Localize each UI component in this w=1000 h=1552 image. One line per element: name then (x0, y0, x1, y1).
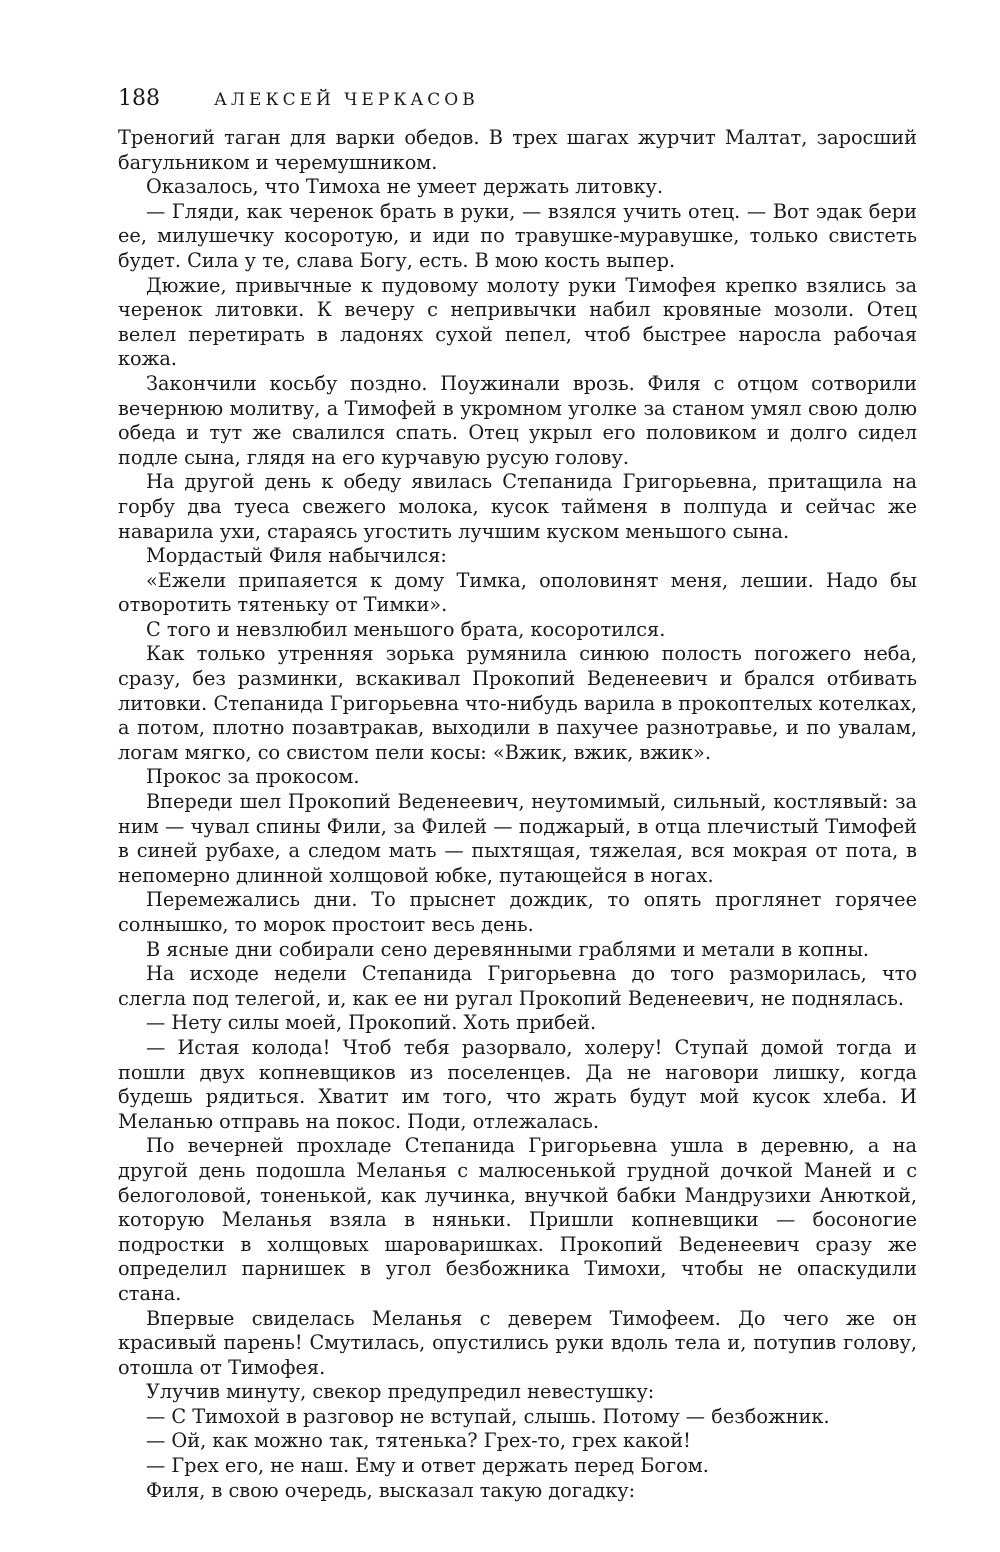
paragraph: На исходе недели Степанида Григорьевна до того разморилась, что слегла под телегой, и, как ее ни ругал Прокопий Веденеевич, не поднялась. (118, 962, 917, 1010)
running-head-author: АЛЕКСЕЙ ЧЕРКАСОВ (214, 90, 479, 110)
paragraph: Прокос за прокосом. (146, 765, 360, 789)
paragraph: Перемежались дни. То прыснет дождик, то опять проглянет горячее солнышко, то морок простоит весь день. (118, 888, 917, 936)
running-head (118, 86, 917, 126)
paragraph: — Ой, как можно так, тятенька? Грех-то, грех какой! (146, 1429, 691, 1453)
paragraph: Улучив минуту, свекор предупредил невестушку: (146, 1380, 655, 1404)
paragraph: С того и невзлюбил меньшого брата, косоротился. (146, 617, 666, 641)
paragraph: — Грех его, не наш. Ему и ответ держать перед Богом. (146, 1454, 709, 1478)
paragraph: Впервые свиделась Меланья с деверем Тимофеем. До чего же он красивый парень! Смутилась, опустились руки вдоль тела и, потупив голову, отошла от Тимофея. (118, 1306, 917, 1379)
paragraph: Оказалось, что Тимоха не умеет держать литовку. (146, 175, 663, 199)
paragraph: — Нету силы моей, Прокопий. Хоть прибей. (146, 1011, 597, 1035)
paragraph: Закончили косьбу поздно. Поужинали врозь. Филя с отцом сотворили вечернюю молитву, а Тимофей в укромном уголке за станом умял свою долю обеда и тут же свалился спать. Отец укрыл его половиком и долго сидел подле сына, глядя на его курчавую русую голову. (118, 371, 917, 469)
paragraph: Филя, в свою очередь, высказал такую догадку: (146, 1478, 636, 1502)
body-text (118, 126, 917, 1503)
paragraph: — С Тимохой в разговор не вступай, слышь. Потому — безбожник. (146, 1404, 830, 1428)
paragraph: — Гляди, как черенок брать в руки, — взялся учить отец. — Вот эдак бери ее, милушечку косоротую, и иди по травушке-муравушке, только свистеть будет. Сила у те, слава Богу, есть. В мою кость выпер. (118, 199, 917, 272)
paragraph: — Истая колода! Чтоб тебя разорвало, холеру! Ступай домой тогда и пошли двух копневщиков из поселенцев. Да не наговори лишку, когда будешь рядиться. Хватит им того, что жрать будут мой кусок хлеба. И Меланью отправь на покос. Поди, отлежалась. (118, 1035, 917, 1133)
paragraph: Дюжие, привычные к пудовому молоту руки Тимофея крепко взялись за черенок литовки. К вечеру с непривычки набил кровяные мозоли. Отец велел перетирать в ладонях сухой пепел, чтоб быстрее наросла рабочая кожа. (118, 273, 917, 371)
paragraph: «Ежели припаяется к дому Тимка, ополовинят меня, лешии. Надо бы отворотить тятеньку от Тимки». (118, 568, 917, 617)
paragraph: По вечерней прохладе Степанида Григорьевна ушла в деревню, а на другой день подошла Меланья с малюсенькой грудной дочкой Маней и с белоголовой, тоненькой, как лучинка, внучкой бабки Мандрузихи Анюткой, которую Меланья взяла в няньки. Пришли копневщики — босоногие подростки в холщовых шароваришках. Прокопий Веденеевич сразу же определил парнишек в угол безбожника Тимохи, чтобы не опаскудили стана. (118, 1134, 917, 1305)
paragraph: На другой день к обеду явилась Степанида Григорьевна, притащила на горбу два туеса свежего молока, кусок тайменя в полпуда и сейчас же наварила ухи, стараясь угостить лучшим куском меньшого сына. (118, 470, 917, 543)
paragraph: Треногий таган для варки обедов. В трех шагах журчит Малтат, заросший багульником и черемушником. (118, 126, 917, 174)
paragraph: Мордастый Филя набычился: (146, 544, 447, 568)
page-number: 188 (118, 86, 160, 111)
paragraph: Как только утренняя зорька румянила синюю полость погожего неба, сразу, без разминки, вскакивал Прокопий Веденеевич и брался отбивать литовки. Степанида Григорьевна что-нибудь варила в прокоптелых котелках, а потом, плотно позавтракав, выходили в пахучее разнотравье, и по увалам, логам мягко, со свистом пели косы: «Вжик, вжик, вжик». (118, 642, 917, 764)
paragraph: В ясные дни собирали сено деревянными граблями и метали в копны. (146, 937, 870, 961)
paragraph: Впереди шел Прокопий Веденеевич, неутомимый, сильный, костлявый: за ним — чувал спины Фили, за Филей — поджарый, в отца плечистый Тимофей в синей рубахе, а следом мать — пыхтящая, тяжелая, вся мокрая от пота, в непомерно длинной холщовой юбке, путающейся в ногах. (118, 790, 917, 887)
